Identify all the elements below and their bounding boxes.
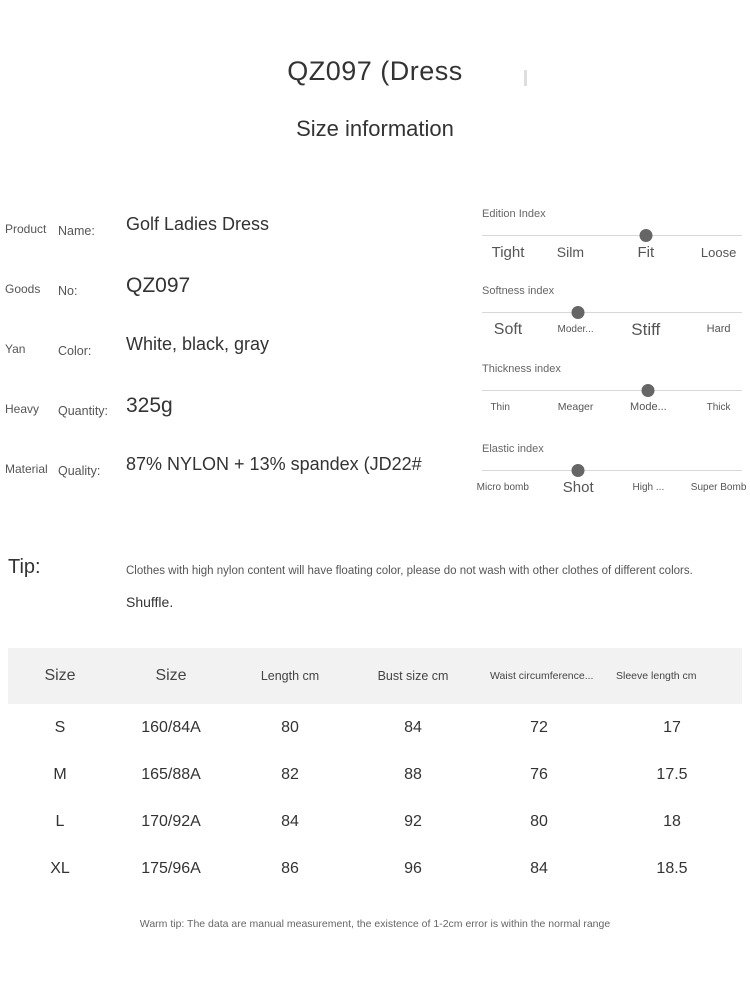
- table-cell: 72: [530, 718, 548, 736]
- index-panel: [482, 363, 742, 435]
- table-cell: 96: [404, 859, 422, 877]
- index-scale-labels: [482, 401, 742, 435]
- index-scale-labels: [476, 479, 747, 515]
- table-cell: 84: [281, 812, 299, 830]
- spec-row: [0, 268, 470, 328]
- index-scale-label: Mode...: [630, 401, 667, 413]
- index-title: Softness index: [482, 285, 555, 297]
- index-scale-label: Soft: [493, 321, 523, 338]
- spec-cjk-label: Goods: [5, 282, 41, 296]
- index-slider[interactable]: [482, 383, 742, 399]
- index-slider-marker[interactable]: [642, 384, 655, 397]
- spec-row: [0, 208, 470, 268]
- spec-cjk-label: Heavy: [5, 402, 40, 416]
- table-row: [8, 845, 742, 892]
- spec-field-label: Quality:: [58, 464, 101, 478]
- spec-row: [0, 328, 470, 388]
- index-slider-marker[interactable]: [572, 464, 585, 477]
- index-title: Elastic index: [482, 443, 544, 455]
- table-column-header: Length cm: [230, 648, 350, 704]
- index-scale-label: Loose: [700, 245, 737, 260]
- index-panel: [476, 443, 747, 515]
- index-scale-labels: [482, 320, 742, 357]
- index-scale-label: Stiff: [631, 320, 661, 339]
- index-panel: [482, 208, 742, 280]
- index-scale-label: Super Bomb: [690, 482, 747, 493]
- table-cell: 170/92A: [141, 812, 201, 830]
- index-panel: [482, 285, 742, 357]
- index-scale-label: Thick: [706, 402, 731, 413]
- index-scale-label: Silm: [556, 244, 584, 260]
- index-scale-labels: [482, 246, 742, 280]
- index-scale-label: High ...: [632, 482, 665, 493]
- index-scale-label: Hard: [706, 323, 731, 335]
- table-cell: 80: [281, 718, 299, 736]
- table-cell: 86: [281, 859, 299, 877]
- table-cell: 160/84A: [141, 718, 201, 736]
- tip-line-2: Shuffle.: [126, 594, 174, 610]
- spec-field-value: Golf Ladies Dress: [126, 214, 270, 234]
- index-scale-label: Moder...: [557, 324, 594, 335]
- table-cell: 18: [663, 812, 681, 830]
- index-scale-label: Micro bomb: [476, 482, 529, 493]
- size-table: [8, 648, 742, 892]
- spec-cjk-label: Yan: [5, 342, 26, 356]
- table-column-header: Size: [8, 648, 112, 704]
- spec-field-value: White, black, gray: [126, 334, 270, 354]
- spec-row: [0, 448, 470, 508]
- tip-line-1: Clothes with high nylon content will have floating color, please do not wash with other clothes of different colors.: [126, 565, 693, 577]
- table-cell: 92: [404, 812, 422, 830]
- decorative-mark: [524, 70, 527, 86]
- spec-field-value: 325g: [126, 394, 173, 417]
- index-slider-track: [482, 312, 742, 313]
- index-slider-marker[interactable]: [572, 306, 585, 319]
- table-cell: 17: [663, 718, 681, 736]
- spec-field-label: Name:: [58, 224, 95, 238]
- spec-field-value: 87% NYLON + 13% spandex (JD22#: [126, 454, 422, 474]
- spec-field-label: Color:: [58, 344, 92, 358]
- warm-tip: Warm tip: The data are manual measurement, the existence of 1-2cm error is within the normal range: [139, 918, 611, 930]
- table-cell: S: [54, 718, 66, 736]
- spec-row: [0, 388, 470, 448]
- table-cell: 76: [530, 765, 548, 783]
- table-row: [8, 751, 742, 798]
- table-cell: 165/88A: [141, 765, 201, 783]
- spec-cjk-label: Material: [5, 462, 48, 476]
- page-title: QZ097 (Dress: [287, 56, 463, 86]
- tip-label: Tip:: [8, 556, 41, 578]
- index-slider-track: [482, 470, 742, 471]
- table-cell: 84: [404, 718, 422, 736]
- index-slider-marker[interactable]: [639, 229, 652, 242]
- spec-field-label: No:: [58, 284, 78, 298]
- table-cell: 18.5: [656, 859, 688, 877]
- index-scale-label: Thin: [490, 402, 510, 413]
- table-cell: M: [53, 765, 67, 783]
- index-scale-label: Tight: [491, 244, 525, 261]
- size-table-header: [8, 648, 742, 704]
- index-slider-track: [482, 235, 742, 236]
- index-slider-track: [482, 390, 742, 391]
- table-cell: XL: [50, 859, 70, 877]
- table-row: [8, 704, 742, 751]
- table-row: [8, 798, 742, 845]
- table-column-header: Size: [112, 648, 230, 704]
- index-slider[interactable]: [482, 228, 742, 244]
- table-cell: 88: [404, 765, 422, 783]
- table-cell: L: [55, 812, 65, 830]
- table-cell: 80: [530, 812, 548, 830]
- table-column-header: Bust size cm: [350, 648, 476, 704]
- index-title: Thickness index: [482, 363, 561, 375]
- table-header-row: [8, 648, 742, 704]
- index-scale-label: Shot: [562, 479, 594, 496]
- table-cell: 17.5: [656, 765, 688, 783]
- spec-field-value: QZ097: [126, 274, 191, 297]
- page-subtitle: Size information: [296, 116, 454, 141]
- size-table-body: [8, 704, 742, 892]
- table-cell: 84: [530, 859, 548, 877]
- index-scale-label: Fit: [637, 244, 655, 261]
- table-column-header: Sleeve length cm: [602, 648, 742, 704]
- spec-field-label: Quantity:: [58, 404, 109, 418]
- index-slider[interactable]: [482, 463, 742, 479]
- table-cell: 82: [281, 765, 299, 783]
- index-scale-label: Meager: [557, 401, 594, 413]
- table-cell: 175/96A: [141, 859, 201, 877]
- index-slider[interactable]: [482, 305, 742, 321]
- index-title: Edition Index: [482, 208, 546, 220]
- spec-cjk-label: Product: [5, 222, 47, 236]
- table-column-header: Waist circumference...: [476, 648, 602, 704]
- product-spec-list: [0, 208, 470, 508]
